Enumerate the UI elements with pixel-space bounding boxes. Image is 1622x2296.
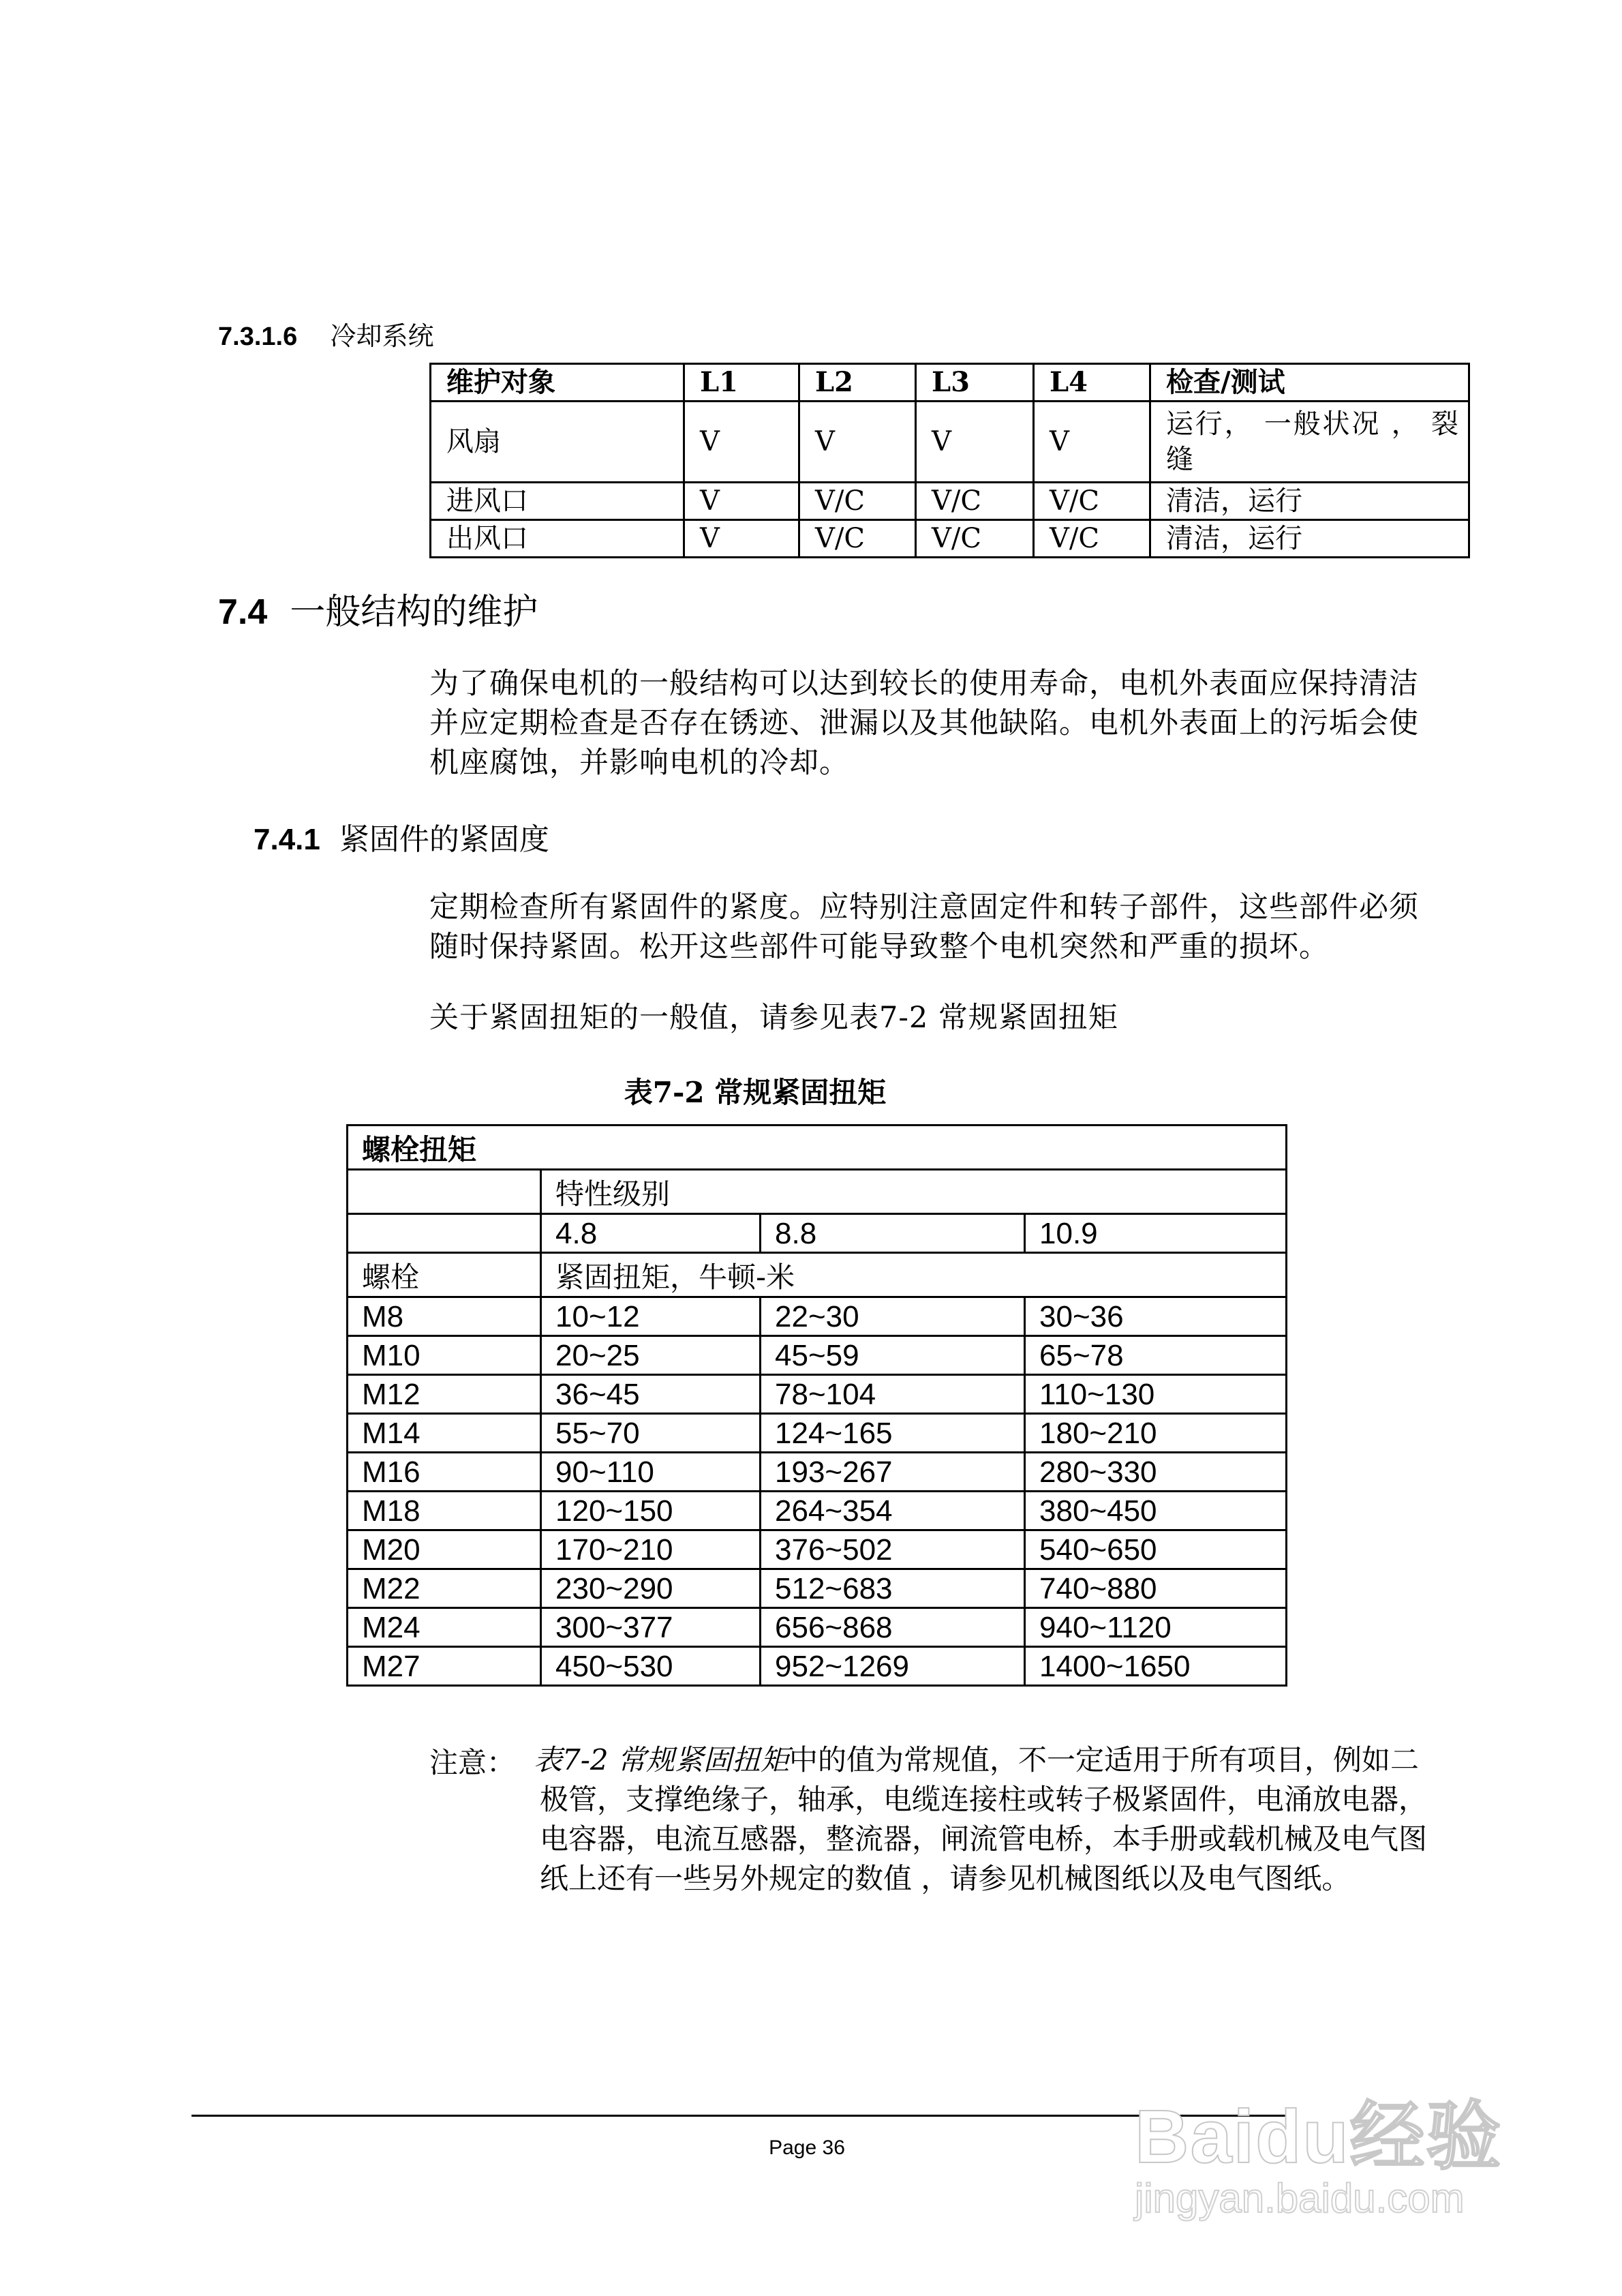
- table-title: 螺栓扭矩: [348, 1126, 1287, 1170]
- header-cell: L3: [916, 364, 1034, 402]
- section-number: 7.4: [218, 592, 268, 632]
- unit-label: 紧固扭矩，牛顿-米: [541, 1253, 1287, 1297]
- bolt-size-cell: M18: [348, 1492, 541, 1530]
- torque-cell: 22~30: [761, 1297, 1025, 1336]
- table-cell: 运行， 一般状况 ， 裂缝: [1150, 402, 1469, 483]
- table-row: [348, 1647, 1287, 1686]
- table-cell: 出风口: [431, 520, 684, 558]
- table-cell: V/C: [1034, 520, 1150, 558]
- table-cell: V/C: [916, 520, 1034, 558]
- torque-cell: 656~868: [761, 1608, 1025, 1647]
- section-title: 一般结构的维护: [290, 592, 538, 633]
- table-row: [348, 1530, 1287, 1569]
- table-row: [431, 402, 1469, 483]
- torque-cell: 110~130: [1025, 1375, 1287, 1414]
- page-number: Page 36: [769, 2136, 845, 2159]
- bolt-size-cell: M24: [348, 1608, 541, 1647]
- section-title: 冷却系统: [330, 321, 434, 351]
- watermark-url: jingyan.baidu.com: [1135, 2175, 1465, 2221]
- empty-cell: [348, 1214, 541, 1253]
- torque-cell: 512~683: [761, 1569, 1025, 1608]
- table-caption: 表7-2 常规紧固扭矩: [624, 1076, 887, 1109]
- class-label: 特性级别: [541, 1170, 1287, 1214]
- class-cell: 8.8: [761, 1214, 1025, 1253]
- torque-cell: 124~165: [761, 1414, 1025, 1453]
- table-cell: V/C: [916, 483, 1034, 520]
- table-row: [348, 1569, 1287, 1608]
- cooling-system-table: [429, 363, 1470, 558]
- torque-cell: 540~650: [1025, 1530, 1287, 1569]
- paragraph-general-structure: 为了确保电机的一般结构可以达到较长的使用寿命，电机外表面应保持清洁并应定期检查是否存在锈迹、泄漏以及其他缺陷。电机外表面上的污垢会使机座腐蚀，并影响电机的冷却。: [429, 667, 1419, 780]
- bolt-size-cell: M27: [348, 1647, 541, 1686]
- table-title-row: [348, 1126, 1287, 1170]
- note-label: 注意：: [429, 1746, 516, 1779]
- torque-cell: 36~45: [541, 1375, 761, 1414]
- bolt-size-cell: M10: [348, 1336, 541, 1375]
- note-body: 中的值为常规值，不一定适用于所有项目，例如二极管，支撑绝缘子，轴承，电缆连接柱或转子极紧固件，电涌放电器，电容器，电流互感器，整流器，闸流管电桥，本手册或载机械及电气图纸上还有一些另外规定的数值 ，请参见机械图纸以及电气图纸。: [540, 1743, 1428, 1895]
- torque-cell: 230~290: [541, 1569, 761, 1608]
- bolt-size-cell: M22: [348, 1569, 541, 1608]
- empty-cell: [348, 1170, 541, 1214]
- torque-cell: 300~377: [541, 1608, 761, 1647]
- table-cell: V: [1034, 402, 1150, 483]
- torque-cell: 10~12: [541, 1297, 761, 1336]
- torque-table: [346, 1124, 1287, 1687]
- torque-cell: 45~59: [761, 1336, 1025, 1375]
- torque-cell: 30~36: [1025, 1297, 1287, 1336]
- torque-cell: 78~104: [761, 1375, 1025, 1414]
- table-row: [348, 1608, 1287, 1647]
- table-cell: V/C: [1034, 483, 1150, 520]
- note-text: [534, 1740, 1446, 1899]
- table-cell: V: [684, 402, 799, 483]
- table-cell: V: [684, 520, 799, 558]
- table-cell: V/C: [799, 520, 916, 558]
- torque-cell: 90~110: [541, 1453, 761, 1492]
- torque-cell: 450~530: [541, 1647, 761, 1686]
- bolt-size-cell: M8: [348, 1297, 541, 1336]
- section-heading-74: [218, 583, 538, 634]
- section-number: 7.3.1.6: [218, 322, 298, 351]
- torque-cell: 65~78: [1025, 1336, 1287, 1375]
- table-cell: 清洁，运行: [1150, 520, 1469, 558]
- table-row: [348, 1492, 1287, 1530]
- table-cell: V: [799, 402, 916, 483]
- class-cell: 4.8: [541, 1214, 761, 1253]
- paragraph-torque-reference: 关于紧固扭矩的一般值，请参见表7-2 常规紧固扭矩: [429, 1001, 1118, 1035]
- header-cell: 检查/测试: [1150, 364, 1469, 402]
- bolt-label: 螺栓: [348, 1253, 541, 1297]
- table-row: [431, 483, 1469, 520]
- table-row: [348, 1375, 1287, 1414]
- torque-cell: 1400~1650: [1025, 1647, 1287, 1686]
- bolt-size-cell: M16: [348, 1453, 541, 1492]
- torque-cell: 180~210: [1025, 1414, 1287, 1453]
- torque-cell: 952~1269: [761, 1647, 1025, 1686]
- table-cell: 进风口: [431, 483, 684, 520]
- torque-cell: 193~267: [761, 1453, 1025, 1492]
- table-row: [348, 1297, 1287, 1336]
- torque-cell: 380~450: [1025, 1492, 1287, 1530]
- bolt-size-cell: M14: [348, 1414, 541, 1453]
- table-row: [348, 1453, 1287, 1492]
- table-row: [431, 520, 1469, 558]
- torque-cell: 940~1120: [1025, 1608, 1287, 1647]
- table-cell: 清洁，运行: [1150, 483, 1469, 520]
- table-cell: V: [684, 483, 799, 520]
- class-cell: 10.9: [1025, 1214, 1287, 1253]
- header-cell: L1: [684, 364, 799, 402]
- header-cell: L4: [1034, 364, 1150, 402]
- section-title: 紧固件的紧固度: [339, 822, 549, 857]
- note-table-reference: 表7-2 常规紧固扭矩: [534, 1743, 789, 1777]
- baidu-jingyan-watermark: [1135, 2059, 1503, 2222]
- torque-cell: 170~210: [541, 1530, 761, 1569]
- torque-cell: 376~502: [761, 1530, 1025, 1569]
- bolt-size-cell: M12: [348, 1375, 541, 1414]
- torque-cell: 55~70: [541, 1414, 761, 1453]
- header-cell: L2: [799, 364, 916, 402]
- section-number: 7.4.1: [254, 823, 320, 856]
- class-label-row: [348, 1170, 1287, 1214]
- paragraph-fastener-check: 定期检查所有紧固件的紧度。应特别注意固定件和转子部件，这些部件必须随时保持紧固。松开这些部件可能导致整个电机突然和严重的损坏。: [429, 890, 1419, 964]
- bolt-size-cell: M20: [348, 1530, 541, 1569]
- header-cell: 维护对象: [431, 364, 684, 402]
- unit-row: [348, 1253, 1287, 1297]
- watermark-brand: Baidu经验: [1135, 2095, 1503, 2179]
- classes-row: [348, 1214, 1287, 1253]
- table-header-row: [431, 364, 1469, 402]
- torque-cell: 740~880: [1025, 1569, 1287, 1608]
- table-cell: 风扇: [431, 402, 684, 483]
- footer-divider: [192, 2115, 1287, 2117]
- torque-cell: 280~330: [1025, 1453, 1287, 1492]
- torque-cell: 120~150: [541, 1492, 761, 1530]
- table-cell: V/C: [799, 483, 916, 520]
- table-row: [348, 1414, 1287, 1453]
- torque-cell: 20~25: [541, 1336, 761, 1375]
- table-row: [348, 1336, 1287, 1375]
- torque-cell: 264~354: [761, 1492, 1025, 1530]
- section-heading-7316: [218, 315, 434, 352]
- table-cell: V: [916, 402, 1034, 483]
- section-heading-741: [254, 815, 549, 858]
